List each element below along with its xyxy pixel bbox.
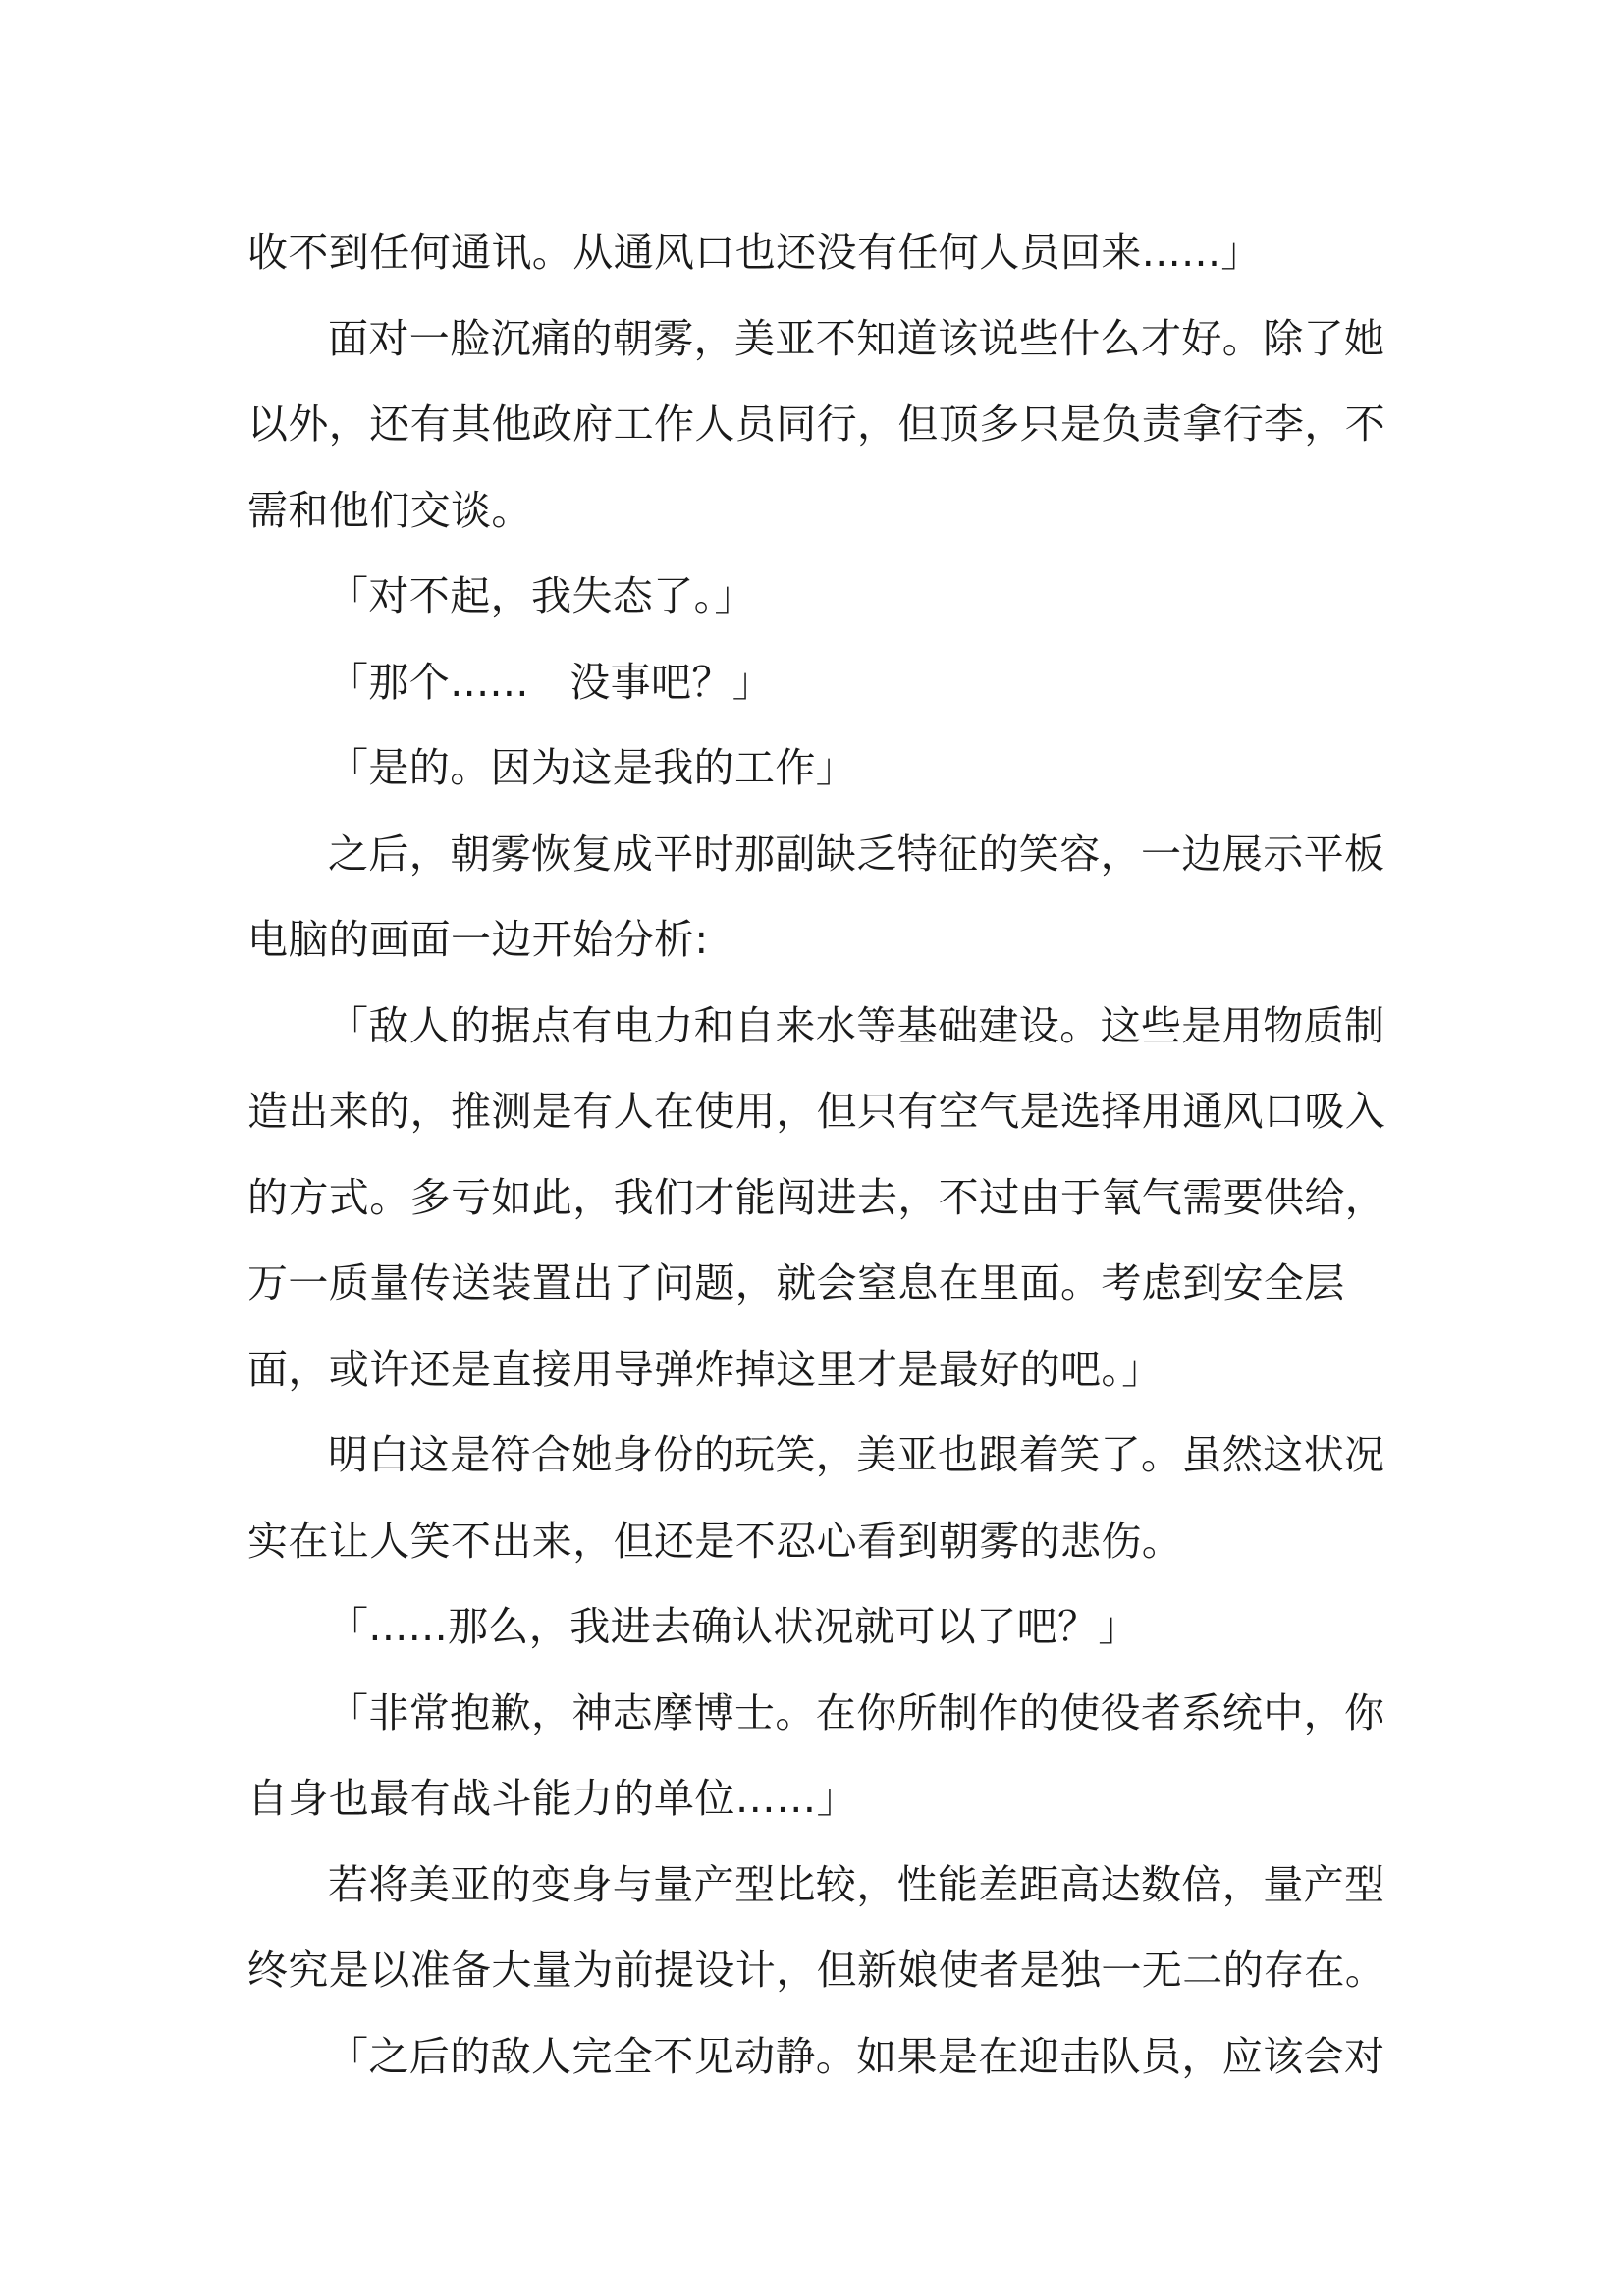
paragraph: 「对不起，我失态了。」 bbox=[328, 572, 755, 619]
paragraph: 收不到任何通讯。从通风口也还没有任何人员回来......」 bbox=[247, 229, 1262, 276]
paragraph: 若将美亚的变身与量产型比较，性能差距高达数倍，量产型终究是以准备大量为前提设计，但新娘使者是独一无二的存在。 bbox=[247, 1860, 1386, 1994]
paragraph: 「非常抱歉，神志摩博士。在你所制作的使役者系统中，你自身也最有战斗能力的单位……」 bbox=[247, 1688, 1385, 1822]
paragraph: 「敌人的据点有电力和自来水等基础建设。这些是用物质制造出来的，推测是有人在使用，但只有空气是选择用通风口吸入的方式。多亏如此，我们才能闯进去，不过由于氧气需要供给，万一质量传送装置出了问题，就会窒息在里面。考虑到安全层面，或许还是直接用导弹炸掉这里才是最好的吧。」 bbox=[247, 1001, 1386, 1393]
text-body bbox=[247, 210, 1396, 2100]
paragraph: 「之后的敌人完全不见动静。如果是在迎击队员，应该会对 bbox=[328, 2032, 1385, 2080]
paragraph: 「......那么，我进去确认状况就可以了吧？」 bbox=[328, 1603, 1139, 1650]
paragraph: 面对一脸沉痛的朝雾，美亚不知道该说些什么才好。除了她以外，还有其他政府工作人员同行，但顶多只是负责拿行李，不需和他们交谈。 bbox=[247, 314, 1386, 534]
paragraph: 「那个...... 没事吧？」 bbox=[328, 658, 774, 706]
paragraph: 「是的。因为这是我的工作」 bbox=[328, 744, 857, 791]
paragraph: 明白这是符合她身份的玩笑，美亚也跟着笑了。虽然这状况实在让人笑不出来，但还是不忍心看到朝雾的悲伤。 bbox=[247, 1431, 1385, 1565]
paragraph: 之后，朝雾恢复成平时那副缺乏特征的笑容，一边展示平板电脑的画面一边开始分析: bbox=[247, 829, 1385, 963]
